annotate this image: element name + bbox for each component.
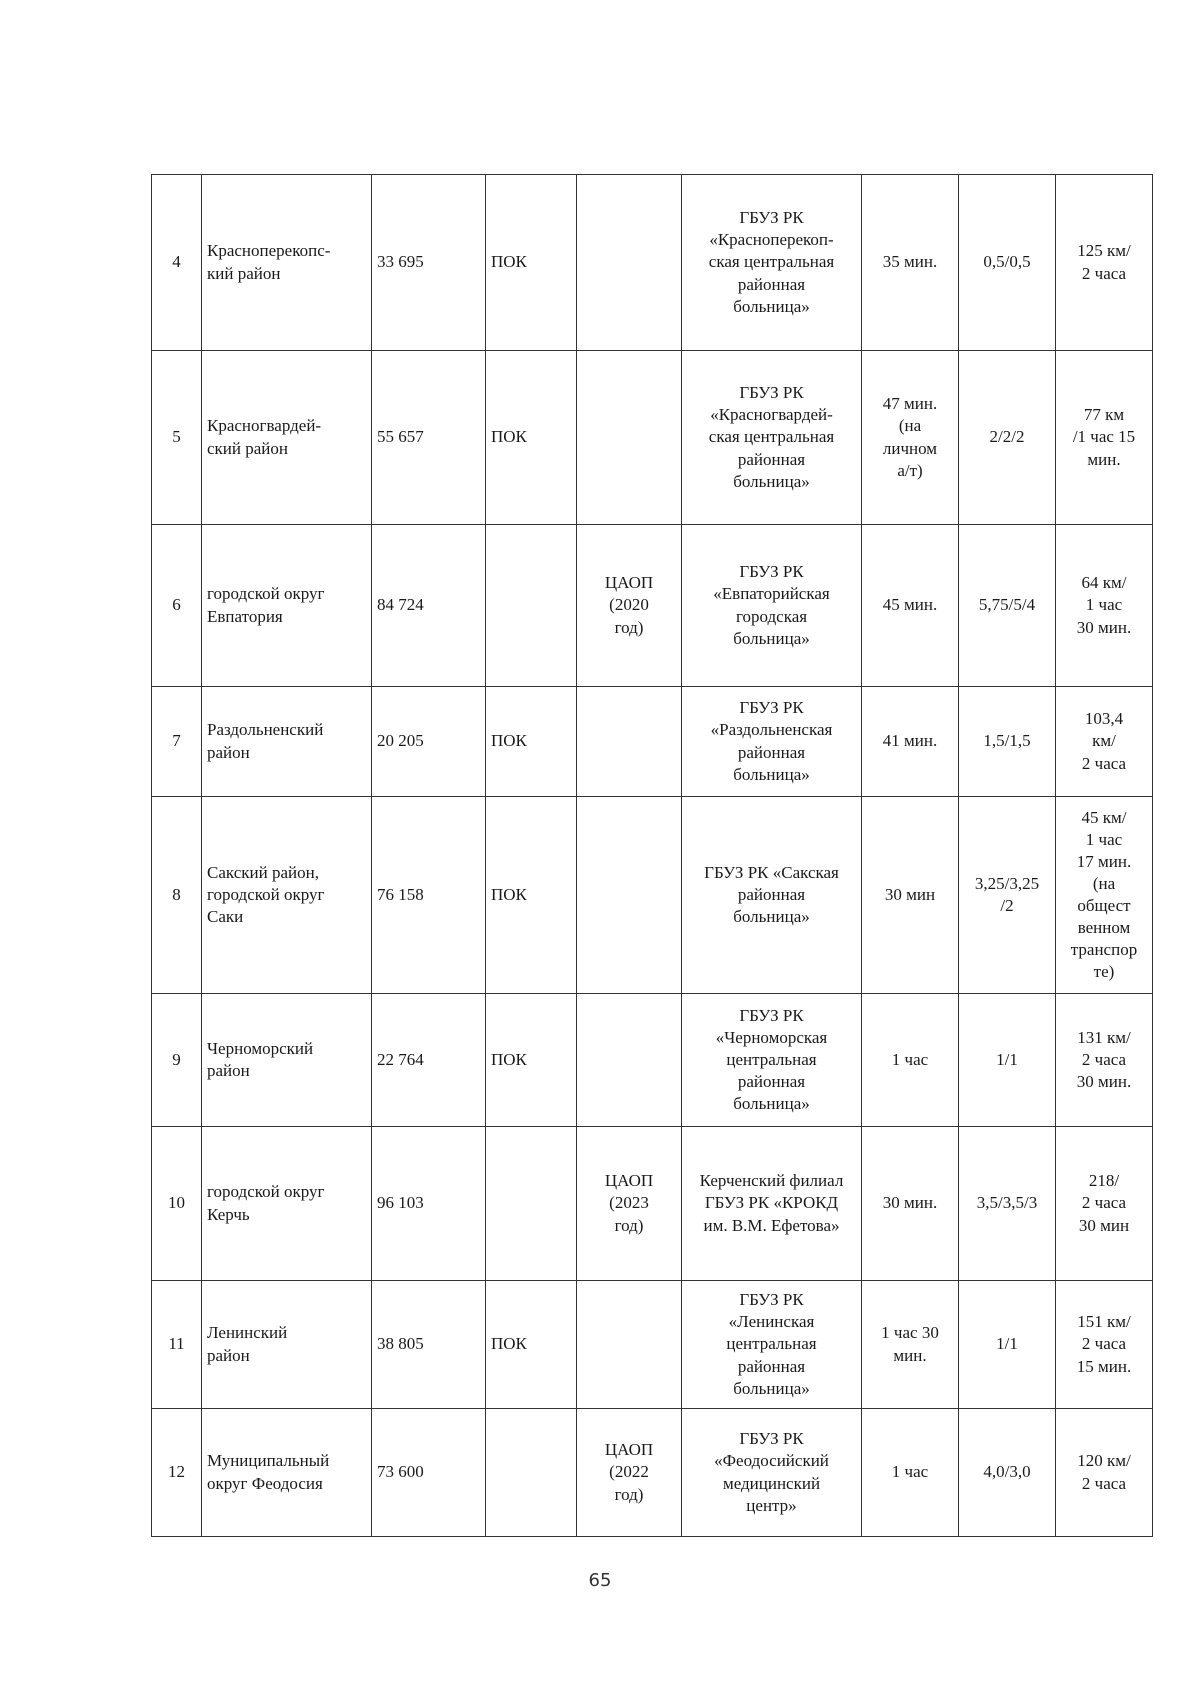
distance-cell (1056, 1281, 1153, 1409)
population-cell (372, 687, 486, 797)
hospital-name: ГБУЗ РК «Ленинская центральная районная больница» (726, 1290, 817, 1398)
staff-rate-cell (959, 797, 1056, 994)
travel-time-cell (862, 1281, 959, 1409)
row-number: 6 (172, 595, 181, 615)
table-row (152, 175, 1153, 351)
population: 55 657 (377, 427, 424, 447)
region-name-cell (202, 1281, 372, 1409)
staff-rate: 3,5/3,5/3 (976, 1193, 1038, 1213)
hospital-name-cell (682, 1409, 862, 1537)
row-number: 11 (168, 1334, 185, 1354)
oncology-center-cell (577, 797, 682, 994)
table-row (152, 687, 1153, 797)
service-type: ПОК (491, 1334, 527, 1354)
distance-cell (1056, 1127, 1153, 1281)
staff-rate-cell (959, 525, 1056, 687)
hospital-name-cell (682, 1281, 862, 1409)
staff-rate: 5,75/5/4 (978, 595, 1036, 615)
service-type: ПОК (491, 1049, 527, 1069)
table-row (152, 525, 1153, 687)
population: 84 724 (377, 595, 424, 615)
service-type: ПОК (491, 884, 527, 904)
population-cell (372, 797, 486, 994)
hospital-name-cell (682, 1127, 862, 1281)
region-name: Черноморский район (207, 1038, 314, 1080)
table-row (152, 797, 1153, 994)
travel-time: 35 мин. (882, 252, 938, 272)
travel-time-cell (862, 1127, 959, 1281)
hospital-name: ГБУЗ РК «Красногвардей- ская центральная районная больница» (708, 383, 835, 491)
table-row (152, 994, 1153, 1127)
service-type-cell (486, 175, 577, 351)
population-cell (372, 1127, 486, 1281)
distance: 218/ 2 часа 30 мин (1078, 1171, 1130, 1235)
hospital-name-cell (682, 687, 862, 797)
travel-time: 1 час 30 мин. (881, 1323, 939, 1365)
service-type-cell (486, 1127, 577, 1281)
service-type: ПОК (491, 427, 527, 447)
travel-time: 41 мин. (882, 731, 938, 751)
travel-time-cell (862, 175, 959, 351)
row-number: 12 (168, 1462, 185, 1482)
data-table (151, 174, 1153, 1537)
region-name-cell (202, 1409, 372, 1537)
row-number-cell (152, 1409, 202, 1537)
region-name: Красноперекопс- кий район (207, 241, 331, 283)
population: 33 695 (377, 252, 424, 272)
region-name-cell (202, 797, 372, 994)
service-type-cell (486, 525, 577, 687)
staff-rate-cell (959, 687, 1056, 797)
population: 76 158 (377, 884, 424, 904)
region-name-cell (202, 175, 372, 351)
oncology-center-cell (577, 175, 682, 351)
service-type-cell (486, 797, 577, 994)
hospital-name-cell (682, 525, 862, 687)
distance-cell (1056, 994, 1153, 1127)
population: 96 103 (377, 1193, 424, 1213)
row-number-cell (152, 687, 202, 797)
population-cell (372, 1281, 486, 1409)
region-name-cell (202, 687, 372, 797)
region-name: городской округ Евпатория (207, 584, 325, 626)
hospital-name-cell (682, 351, 862, 525)
region-name: Красногвардей- ский район (207, 416, 322, 458)
travel-time: 1 час (891, 1049, 929, 1069)
distance-cell (1056, 175, 1153, 351)
travel-time: 45 мин. (882, 595, 938, 615)
travel-time: 30 мин. (882, 1193, 938, 1213)
table-body (152, 175, 1153, 1537)
staff-rate: 3,25/3,25 /2 (974, 873, 1040, 915)
distance: 103,4 км/ 2 часа (1081, 709, 1127, 773)
travel-time: 30 мин (884, 884, 936, 904)
hospital-name: ГБУЗ РК «Раздольненская районная больница» (710, 698, 833, 784)
service-type-cell (486, 351, 577, 525)
hospital-name-cell (682, 175, 862, 351)
travel-time-cell (862, 351, 959, 525)
travel-time-cell (862, 994, 959, 1127)
travel-time: 1 час (891, 1462, 929, 1482)
table-row (152, 1281, 1153, 1409)
region-name-cell (202, 525, 372, 687)
service-type-cell (486, 1409, 577, 1537)
distance-cell (1056, 525, 1153, 687)
distance-cell (1056, 687, 1153, 797)
staff-rate: 0,5/0,5 (983, 252, 1031, 272)
staff-rate-cell (959, 994, 1056, 1127)
region-name: Ленинский район (207, 1323, 288, 1365)
oncology-center-cell (577, 525, 682, 687)
distance: 151 км/ 2 часа 15 мин. (1076, 1312, 1132, 1376)
region-name: Сакский район, городской округ Саки (207, 862, 325, 927)
table-row (152, 1127, 1153, 1281)
row-number-cell (152, 1281, 202, 1409)
staff-rate: 2/2/2 (989, 427, 1025, 447)
row-number: 5 (172, 427, 181, 447)
population-cell (372, 994, 486, 1127)
table-row (152, 1409, 1153, 1537)
oncology-center-cell (577, 351, 682, 525)
hospital-name-cell (682, 994, 862, 1127)
row-number: 7 (172, 731, 181, 751)
hospital-name: ГБУЗ РК «Сакская районная больница» (704, 862, 839, 927)
oncology-center-cell (577, 1409, 682, 1537)
region-name: городской округ Керчь (207, 1182, 325, 1224)
travel-time-cell (862, 687, 959, 797)
oncology-center: ЦАОП (2020 год) (604, 573, 654, 637)
population: 20 205 (377, 731, 424, 751)
population: 38 805 (377, 1334, 424, 1354)
staff-rate: 1,5/1,5 (983, 731, 1031, 751)
travel-time-cell (862, 1409, 959, 1537)
row-number-cell (152, 994, 202, 1127)
oncology-center-cell (577, 1127, 682, 1281)
table-row (152, 351, 1153, 525)
population: 22 764 (377, 1049, 424, 1069)
oncology-center-cell (577, 994, 682, 1127)
row-number: 10 (168, 1193, 185, 1213)
region-name-cell (202, 1127, 372, 1281)
staff-rate-cell (959, 1281, 1056, 1409)
staff-rate: 4,0/3,0 (983, 1462, 1031, 1482)
row-number-cell (152, 1127, 202, 1281)
population-cell (372, 1409, 486, 1537)
service-type-cell (486, 994, 577, 1127)
oncology-center-cell (577, 1281, 682, 1409)
service-type: ПОК (491, 252, 527, 272)
row-number-cell (152, 175, 202, 351)
distance: 120 км/ 2 часа (1077, 1451, 1131, 1493)
service-type: ПОК (491, 731, 527, 751)
row-number-cell (152, 797, 202, 994)
row-number: 8 (172, 884, 181, 904)
distance: 64 км/ 1 час 30 мин. (1076, 573, 1132, 637)
region-name: Муниципальный округ Феодосия (207, 1451, 330, 1493)
distance: 131 км/ 2 часа 30 мин. (1076, 1027, 1132, 1092)
oncology-center-cell (577, 687, 682, 797)
oncology-center: ЦАОП (2022 год) (604, 1440, 654, 1504)
row-number: 4 (172, 252, 181, 272)
staff-rate-cell (959, 1127, 1056, 1281)
distance: 77 км /1 час 15 мин. (1072, 405, 1136, 469)
staff-rate: 1/1 (996, 1049, 1018, 1069)
region-name-cell (202, 351, 372, 525)
row-number-cell (152, 351, 202, 525)
row-number-cell (152, 525, 202, 687)
staff-rate-cell (959, 175, 1056, 351)
distance: 45 км/ 1 час 17 мин. (на общест венном транспор те) (1070, 807, 1138, 982)
hospital-name: Керченский филиал ГБУЗ РК «КРОКД им. В.М. Ефетова» (699, 1171, 844, 1235)
travel-time: 47 мин. (на личном а/т) (882, 394, 938, 480)
population: 73 600 (377, 1462, 424, 1482)
distance: 125 км/ 2 часа (1077, 241, 1131, 283)
travel-time-cell (862, 525, 959, 687)
hospital-name-cell (682, 797, 862, 994)
oncology-center: ЦАОП (2023 год) (604, 1171, 654, 1235)
distance-cell (1056, 1409, 1153, 1537)
page-number: 65 (588, 1570, 612, 1591)
staff-rate: 1/1 (996, 1334, 1018, 1354)
hospital-name: ГБУЗ РК «Феодосийский медицинский центр» (714, 1429, 829, 1515)
population-cell (372, 175, 486, 351)
hospital-name: ГБУЗ РК «Красноперекоп- ская центральная районная больница» (708, 208, 835, 316)
service-type-cell (486, 687, 577, 797)
staff-rate-cell (959, 1409, 1056, 1537)
staff-rate-cell (959, 351, 1056, 525)
population-cell (372, 351, 486, 525)
region-name-cell (202, 994, 372, 1127)
distance-cell (1056, 351, 1153, 525)
hospital-name: ГБУЗ РК «Черноморская центральная районная больница» (715, 1005, 828, 1114)
region-name: Раздольненский район (207, 720, 324, 762)
hospital-name: ГБУЗ РК «Евпаторийская городская больница» (713, 562, 830, 648)
population-cell (372, 525, 486, 687)
row-number: 9 (172, 1049, 181, 1069)
travel-time-cell (862, 797, 959, 994)
distance-cell (1056, 797, 1153, 994)
service-type-cell (486, 1281, 577, 1409)
